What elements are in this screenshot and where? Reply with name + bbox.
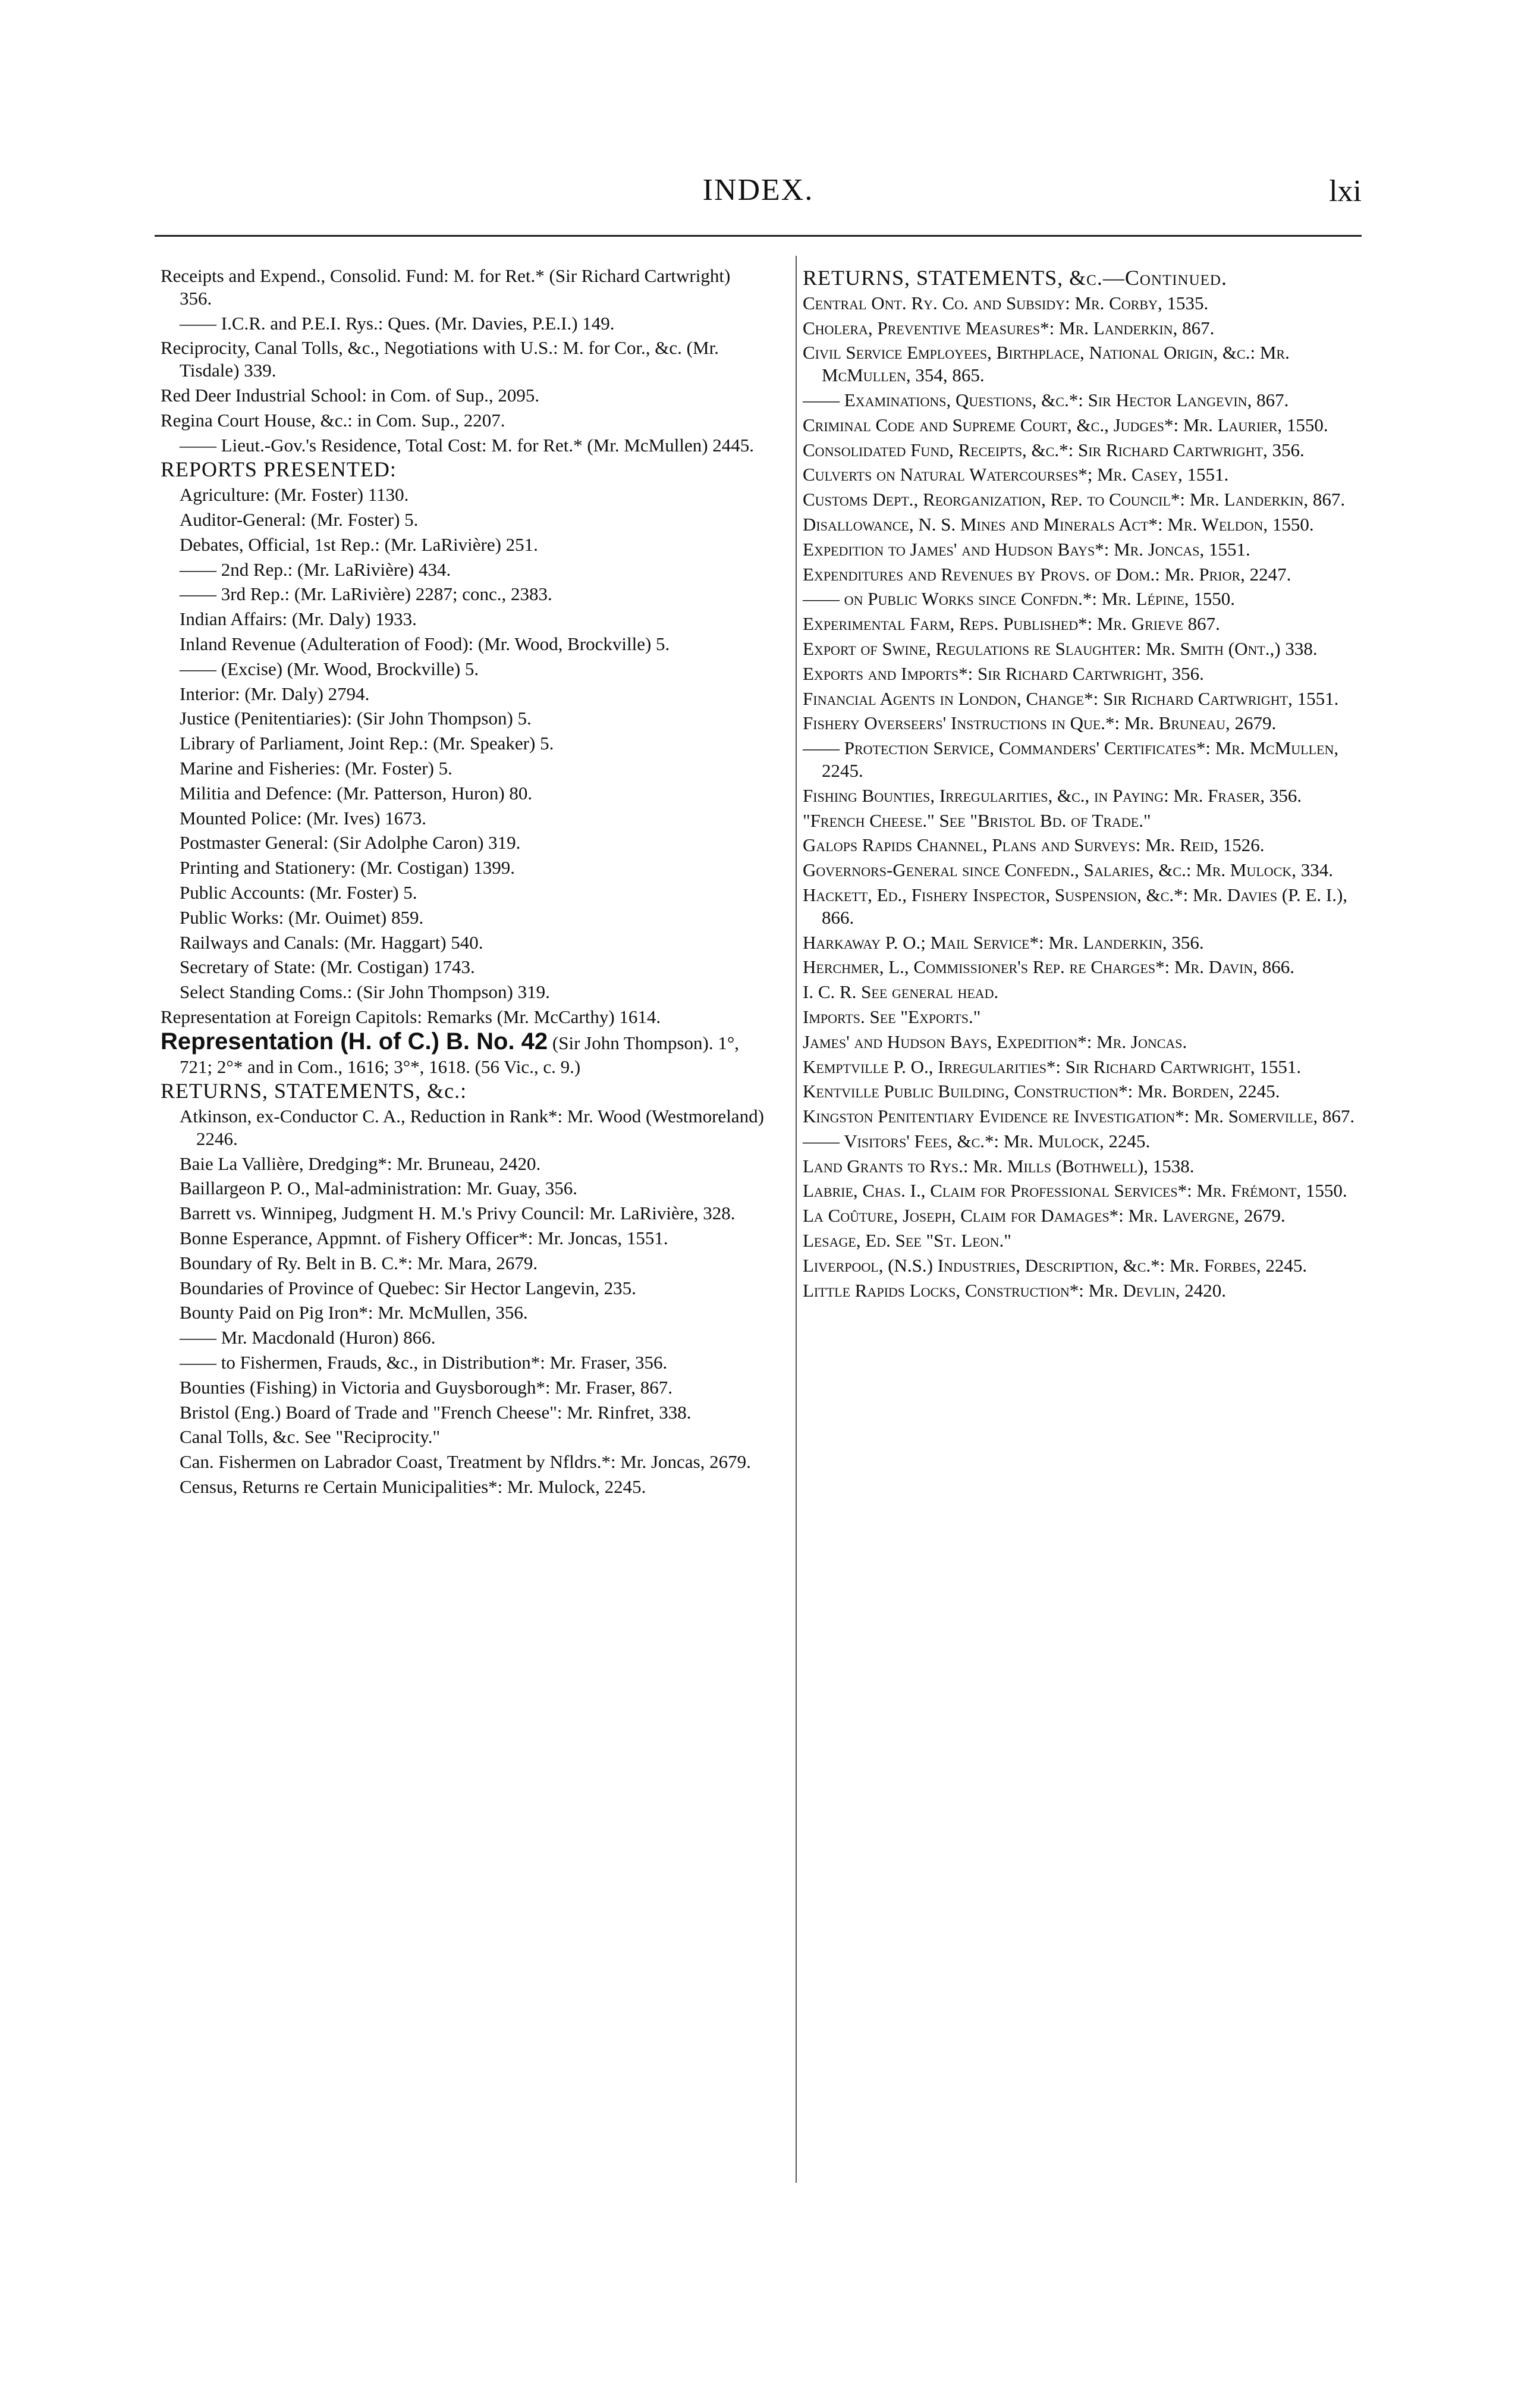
index-entry: Mounted Police: (Mr. Ives) 1673. [180, 807, 427, 829]
index-entry: Baie La Vallière, Dredging*: Mr. Bruneau, 2420. [180, 1153, 541, 1174]
index-entry: Herchmer, L., Commissioner's Rep. re Charges*: Mr. Davin, 866. [803, 956, 1294, 978]
index-entry: Disallowance, N. S. Mines and Minerals Act*: Mr. Weldon, 1550. [803, 513, 1314, 535]
index-entry [161, 1028, 767, 1078]
index-entry: Reciprocity, Canal Tolls, &c., Negotiations with U.S.: M. for Cor., &c. (Mr. Tisdale) 339. [161, 337, 719, 381]
page-header [155, 172, 1362, 226]
index-entry: Interior: (Mr. Daly) 2794. [180, 683, 370, 704]
index-entry: I. C. R. See general head. [803, 981, 999, 1003]
index-entry: Experimental Farm, Reps. Published*: Mr. Grieve 867. [803, 613, 1220, 635]
index-entry: Census, Returns re Certain Municipalities*: Mr. Mulock, 2245. [180, 1476, 646, 1498]
index-entry: Imports. See "Exports." [803, 1006, 981, 1027]
index-entry: Fishery Overseers' Instructions in Que.*: Mr. Bruneau, 2679. [803, 713, 1277, 734]
index-entry: Atkinson, ex-Conductor C. A., Reduction in Rank*: Mr. Wood (Westmoreland) 2246. [180, 1106, 764, 1149]
index-entry: Canal Tolls, &c. See "Reciprocity." [180, 1426, 441, 1448]
index-entry: Bounties (Fishing) in Victoria and Guysborough*: Mr. Fraser, 867. [180, 1376, 672, 1398]
index-entry: Hackett, Ed., Fishery Inspector, Suspension, &c.*: Mr. Davies (P. E. I.), 866. [803, 884, 1348, 928]
index-entry: —— 2nd Rep.: (Mr. LaRivière) 434. [180, 558, 451, 580]
index-entry: Bristol (Eng.) Board of Trade and "French Cheese": Mr. Rinfret, 338. [180, 1401, 692, 1423]
index-entry: Public Works: (Mr. Ouimet) 859. [180, 906, 424, 928]
index-entry: Select Standing Coms.: (Sir John Thompson) 319. [180, 981, 550, 1003]
index-entry: Central Ont. Ry. Co. and Subsidy: Mr. Corby, 1535. [803, 292, 1209, 313]
index-entry: Boundaries of Province of Quebec: Sir Hector Langevin, 235. [180, 1277, 636, 1298]
left-column [161, 265, 767, 1501]
index-entry: Customs Dept., Reorganization, Rep. to Council*: Mr. Landerkin, 867. [803, 489, 1346, 510]
section-heading: RETURNS, STATEMENTS, &c.—Continued. [803, 266, 1227, 290]
index-entry: Barrett vs. Winnipeg, Judgment H. M.'s Privy Council: Mr. LaRivière, 328. [180, 1203, 736, 1224]
section-heading: REPORTS PRESENTED: [161, 457, 397, 482]
index-entry: Marine and Fisheries: (Mr. Foster) 5. [180, 757, 452, 779]
index-entry: Labrie, Chas. I., Claim for Professional Services*: Mr. Frémont, 1550. [803, 1180, 1347, 1201]
index-entry: —— (Excise) (Mr. Wood, Brockville) 5. [180, 658, 479, 679]
section-heading: RETURNS, STATEMENTS, &c.: [161, 1079, 467, 1103]
header-rule [155, 235, 1362, 237]
index-entry: Inland Revenue (Adulteration of Food): (Mr. Wood, Brockville) 5. [180, 633, 670, 654]
index-entry: Militia and Defence: (Mr. Patterson, Huron) 80. [180, 782, 533, 804]
index-entry: Governors-General since Confedn., Salaries, &c.: Mr. Mulock, 334. [803, 859, 1334, 881]
index-entry: Boundary of Ry. Belt in B. C.*: Mr. Mara, 2679. [180, 1252, 538, 1273]
index-entry: —— Examinations, Questions, &c.*: Sir Hector Langevin, 867. [803, 389, 1289, 410]
index-entry: Agriculture: (Mr. Foster) 1130. [180, 484, 409, 506]
index-entry: Secretary of State: (Mr. Costigan) 1743. [180, 956, 475, 978]
index-entry: Can. Fishermen on Labrador Coast, Treatment by Nfldrs.*: Mr. Joncas, 2679. [180, 1451, 751, 1473]
index-entry: Expedition to James' and Hudson Bays*: Mr. Joncas, 1551. [803, 538, 1250, 560]
index-entry: Railways and Canals: (Mr. Haggart) 540. [180, 931, 483, 953]
index-entry: Civil Service Employees, Birthplace, National Origin, &c.: Mr. McMullen, 354, 865. [803, 342, 1290, 386]
index-entry: —— 3rd Rep.: (Mr. LaRivière) 2287; conc., 2383. [180, 583, 552, 605]
index-entry: Galops Rapids Channel, Plans and Surveys: Mr. Reid, 1526. [803, 834, 1265, 856]
index-entry: Bonne Esperance, Appmnt. of Fishery Officer*: Mr. Joncas, 1551. [180, 1228, 668, 1249]
index-entry: Regina Court House, &c.: in Com. Sup., 2207. [161, 409, 505, 431]
index-entry: Bounty Paid on Pig Iron*: Mr. McMullen, 356. [180, 1302, 528, 1323]
index-entry: Baillargeon P. O., Mal-administration: Mr. Guay, 356. [180, 1178, 578, 1199]
entry-lead: Representation (H. of C.) B. No. 42 [161, 1028, 548, 1055]
index-entry: Land Grants to Rys.: Mr. Mills (Bothwell), 1538. [803, 1155, 1195, 1176]
index-entry: Culverts on Natural Watercourses*; Mr. Casey, 1551. [803, 464, 1229, 485]
page-number: lxi [1329, 174, 1362, 208]
right-column [803, 265, 1362, 1304]
index-entry: La Coûture, Joseph, Claim for Damages*: Mr. Lavergne, 2679. [803, 1205, 1286, 1226]
index-entry: Lesage, Ed. See "St. Leon." [803, 1230, 1011, 1251]
index-entry: —— Protection Service, Commanders' Certificates*: Mr. McMullen, 2245. [803, 738, 1339, 781]
index-entry: Representation at Foreign Capitols: Remarks (Mr. McCarthy) 1614. [161, 1006, 661, 1027]
index-entry: Export of Swine, Regulations re Slaughter: Mr. Smith (Ont.,) 338. [803, 638, 1318, 659]
index-entry: Financial Agents in London, Change*: Sir Richard Cartwright, 1551. [803, 688, 1339, 709]
index-entry: Library of Parliament, Joint Rep.: (Mr. Speaker) 5. [180, 733, 554, 754]
entry-rest: (Sir John Thompson). 1°, 721; 2°* and in Com., 1616; 3°*, 1618. (56 Vic., c. 9.) [180, 1032, 740, 1077]
index-entry: Printing and Stationery: (Mr. Costigan) 1399. [180, 857, 515, 878]
index-entry: Red Deer Industrial School: in Com. of Sup., 2095. [161, 384, 540, 406]
index-entry: Indian Affairs: (Mr. Daly) 1933. [180, 608, 417, 630]
index-entry: Harkaway P. O.; Mail Service*: Mr. Landerkin, 356. [803, 931, 1204, 953]
index-entry: Little Rapids Locks, Construction*: Mr. Devlin, 2420. [803, 1279, 1227, 1301]
index-entry: Public Accounts: (Mr. Foster) 5. [180, 881, 417, 903]
index-entry: Liverpool, (N.S.) Industries, Description, &c.*: Mr. Forbes, 2245. [803, 1254, 1308, 1276]
index-entry: —— to Fishermen, Frauds, &c., in Distribution*: Mr. Fraser, 356. [180, 1352, 668, 1373]
index-entry: —— I.C.R. and P.E.I. Rys.: Ques. (Mr. Davies, P.E.I.) 149. [180, 312, 615, 334]
index-entry: Exports and Imports*: Sir Richard Cartwright, 356. [803, 663, 1204, 684]
index-entry: Auditor-General: (Mr. Foster) 5. [180, 509, 419, 530]
index-entry: James' and Hudson Bays, Expedition*: Mr. Joncas. [803, 1031, 1187, 1052]
page-title: INDEX. [702, 173, 814, 207]
index-entry: Receipts and Expend., Consolid. Fund: M. for Ret.* (Sir Richard Cartwright) 356. [161, 265, 731, 309]
index-entry: "French Cheese." See "Bristol Bd. of Trade." [803, 809, 1151, 831]
index-entry: Justice (Penitentiaries): (Sir John Thompson) 5. [180, 708, 532, 729]
index-entry: Kentville Public Building, Construction*: Mr. Borden, 2245. [803, 1081, 1280, 1102]
index-entry: Debates, Official, 1st Rep.: (Mr. LaRivière) 251. [180, 534, 538, 555]
index-entry: Kemptville P. O., Irregularities*: Sir Richard Cartwright, 1551. [803, 1056, 1302, 1077]
index-entry: —— on Public Works since Confdn.*: Mr. Lépine, 1550. [803, 588, 1236, 610]
index-entry: Postmaster General: (Sir Adolphe Caron) 319. [180, 832, 521, 854]
column-divider [796, 256, 797, 2183]
index-entry: —— Mr. Macdonald (Huron) 866. [180, 1327, 436, 1348]
index-entry: —— Visitors' Fees, &c.*: Mr. Mulock, 2245. [803, 1130, 1151, 1151]
index-entry: Kingston Penitentiary Evidence re Investigation*: Mr. Somerville, 867. [803, 1106, 1355, 1127]
index-entry: Criminal Code and Supreme Court, &c., Judges*: Mr. Laurier, 1550. [803, 414, 1328, 435]
index-entry: Fishing Bounties, Irregularities, &c., in Paying: Mr. Fraser, 356. [803, 785, 1302, 806]
index-entry: —— Lieut.-Gov.'s Residence, Total Cost: M. for Ret.* (Mr. McMullen) 2445. [180, 434, 755, 456]
index-entry: Consolidated Fund, Receipts, &c.*: Sir Richard Cartwright, 356. [803, 439, 1305, 460]
index-entry: Cholera, Preventive Measures*: Mr. Landerkin, 867. [803, 317, 1215, 338]
index-entry: Expenditures and Revenues by Provs. of Dom.: Mr. Prior, 2247. [803, 563, 1291, 585]
